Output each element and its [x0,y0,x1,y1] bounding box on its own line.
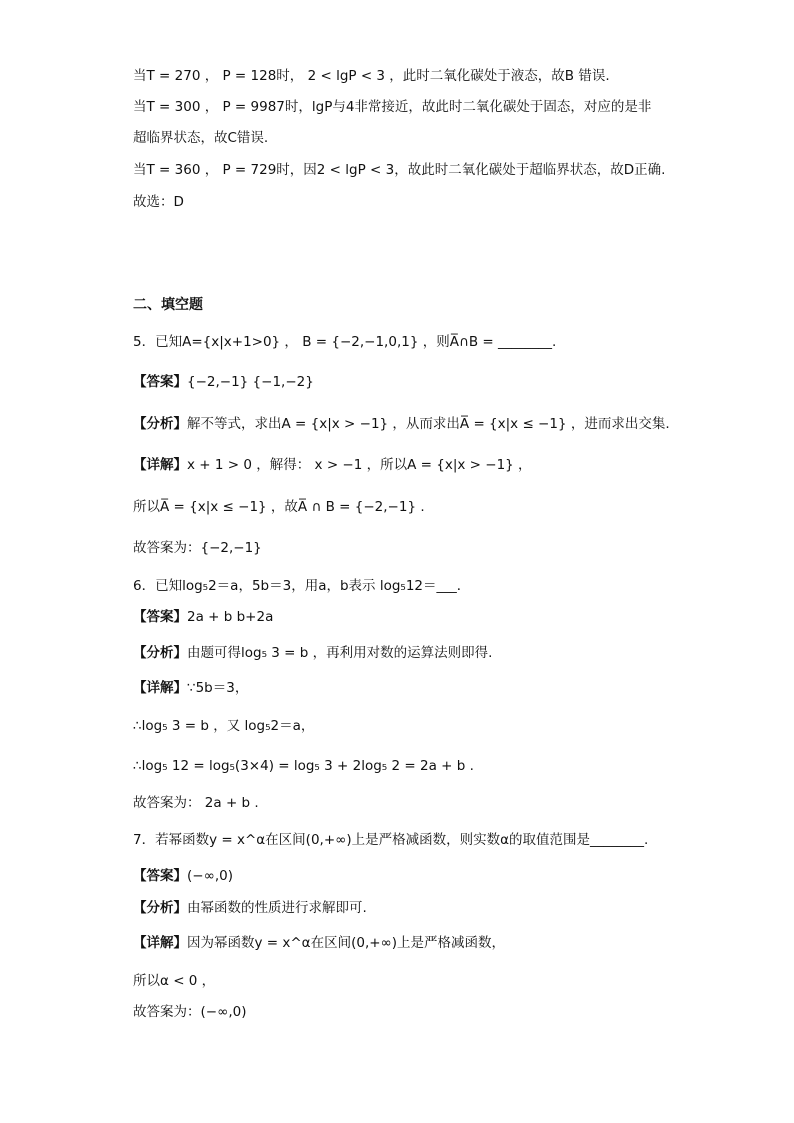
question-text: 5．已知A={x|x+1>0} ， B = {−2,−1,0,1} ，则A̅∩B = ________. [133,334,557,350]
detail-tag: 【详解】 [133,935,187,951]
solution-text: 当T = 300 ， P = 9987时，lgP与4非常接近，故此时二氧化碳处于固态，对应的是非 [133,99,652,115]
final-choice [133,196,184,210]
detail-tag: 【详解】 [133,680,187,696]
final-answer-text: 故答案为：(−∞,0) [133,1004,247,1020]
question-7 [133,834,648,848]
final-answer-text: 故答案为： 2a + b . [133,795,259,811]
q7-final [133,1006,246,1020]
answer-tag: 【答案】 [133,609,187,625]
analysis-text: 由题可得log₅ 3 = b ，再利用对数的运算法则即得. [187,645,493,661]
q7-detail [133,937,505,951]
final-answer-text: 故答案为：{−2,−1} [133,540,262,556]
detail-text: ∴log₅ 12 = log₅(3×4) = log₅ 3 + 2log₅ 2 = 2a + b . [133,758,474,774]
section-title: 二、填空题 [133,297,203,313]
q7-answer [133,870,233,884]
q6-analysis [133,647,492,661]
q6-final [133,797,259,811]
analysis-text: 解不等式，求出A = {x|x > −1} ，从而求出A̅ = {x|x ≤ −1} ，进而求出交集. [187,416,670,432]
solution-line-c [133,101,651,115]
q6-detail [133,682,248,696]
q7-analysis [133,902,367,916]
answer-tag: 【答案】 [133,374,187,390]
question-text: 6．已知log₅2＝a，5b＝3，用a，b表示 log₅12＝___． [133,578,471,594]
solution-text: 当T = 270 ， P = 128时， 2 < lgP < 3 ，此时二氧化碳处于液态，故B 错误. [133,68,610,84]
q5-detail-cont [133,501,425,515]
q5-final [133,542,262,556]
detail-text: ∵5b＝3， [187,680,249,696]
solution-line-d [133,164,665,178]
detail-text: 所以A̅ = {x|x ≤ −1} ，故A̅ ∩ B = {−2,−1} . [133,499,425,515]
q5-answer [133,376,314,390]
question-5 [133,336,556,350]
solution-text: 故选：D [133,194,184,210]
detail-text: 所以α < 0 ， [133,973,216,989]
q6-answer [133,611,273,625]
detail-text: 因为幂函数y = x^α在区间(0,+∞)上是严格减函数， [187,935,506,951]
answer-text: 2a + b b+2a [187,609,274,625]
answer-tag: 【答案】 [133,868,187,884]
q6-detail-calc [133,760,474,774]
question-text: 7．若幂函数y = x^α在区间(0,+∞)上是严格减函数，则实数α的取值范围是________. [133,832,649,848]
analysis-tag: 【分析】 [133,645,187,661]
section-heading [133,298,203,312]
solution-line-c-cont [133,132,268,146]
q7-detail-cont [133,975,215,989]
analysis-tag: 【分析】 [133,416,187,432]
q5-detail [133,459,532,473]
detail-text: ∴log₅ 3 = b ，又 log₅2＝a， [133,718,315,734]
solution-text: 当T = 360 ， P = 729时，因2 < lgP < 3，故此时二氧化碳处于超临界状态，故D正确. [133,162,666,178]
q5-analysis [133,418,670,432]
answer-text: (−∞,0) [187,868,233,884]
analysis-tag: 【分析】 [133,900,187,916]
solution-text: 超临界状态，故C错误. [133,130,269,146]
q6-detail-cont [133,720,314,734]
solution-line-b [133,70,610,84]
analysis-text: 由幂函数的性质进行求解即可. [187,900,367,916]
question-6 [133,580,470,594]
answer-text: {−2,−1} {−1,−2} [187,374,314,390]
detail-text: x + 1 > 0 ，解得： x > −1 ，所以A = {x|x > −1} ， [187,457,532,473]
detail-tag: 【详解】 [133,457,187,473]
